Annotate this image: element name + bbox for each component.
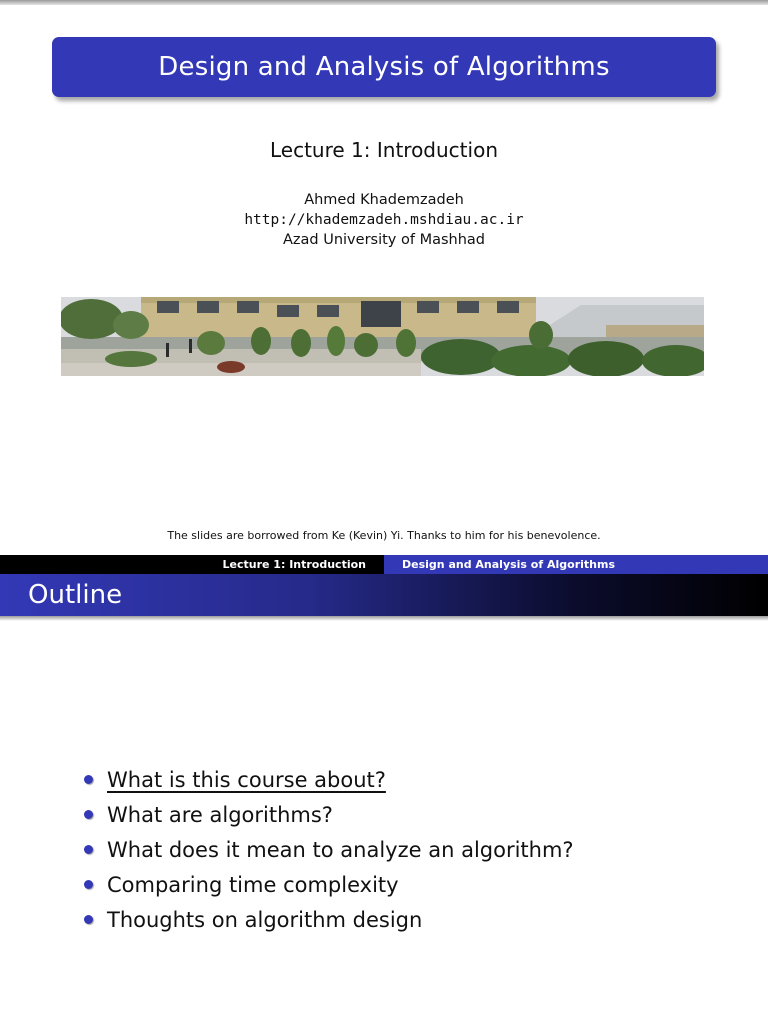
outline-item[interactable]	[84, 832, 574, 867]
outline-item-label[interactable]: What is this course about?	[107, 767, 386, 792]
outline-item-label[interactable]: What does it mean to analyze an algorithm?	[107, 837, 574, 862]
institution-name: Azad University of Mashhad	[283, 232, 485, 248]
nav-course-label[interactable]: Design and Analysis of Algorithms	[384, 555, 768, 574]
bullet-icon	[84, 915, 93, 924]
frame-title-bar	[0, 574, 768, 616]
campus-photo-illustration	[61, 297, 704, 376]
bullet-icon	[84, 810, 93, 819]
frame-title-shadow	[0, 616, 768, 621]
outline-item-label[interactable]: Comparing time complexity	[107, 872, 399, 897]
lecture-subtitle: Lecture 1: Introduction	[270, 138, 498, 162]
outline-item-label[interactable]: What are algorithms?	[107, 802, 333, 827]
outline-item-label[interactable]: Thoughts on algorithm design	[107, 907, 423, 932]
bullet-icon	[84, 845, 93, 854]
nav-lecture-label[interactable]: Lecture 1: Introduction	[0, 555, 384, 574]
bullet-icon	[84, 775, 93, 784]
outline-list	[84, 762, 574, 937]
credits-footnote: The slides are borrowed from Ke (Kevin) Yi. Thanks to him for his benevolence.	[167, 529, 601, 542]
campus-photo	[61, 297, 704, 376]
author-url[interactable]: http://khademzadeh.mshdiau.ac.ir	[244, 212, 524, 228]
presentation-title: Design and Analysis of Algorithms	[158, 52, 610, 82]
outline-item[interactable]	[84, 762, 574, 797]
outline-item[interactable]	[84, 902, 574, 937]
outline-item[interactable]	[84, 797, 574, 832]
beamer-navigation-bar	[0, 555, 768, 574]
title-box	[52, 37, 716, 97]
outline-item[interactable]	[84, 867, 574, 902]
frame-title: Outline	[28, 580, 123, 610]
top-rule	[0, 0, 768, 5]
bullet-icon	[84, 880, 93, 889]
author-name: Ahmed Khademzadeh	[304, 192, 464, 208]
